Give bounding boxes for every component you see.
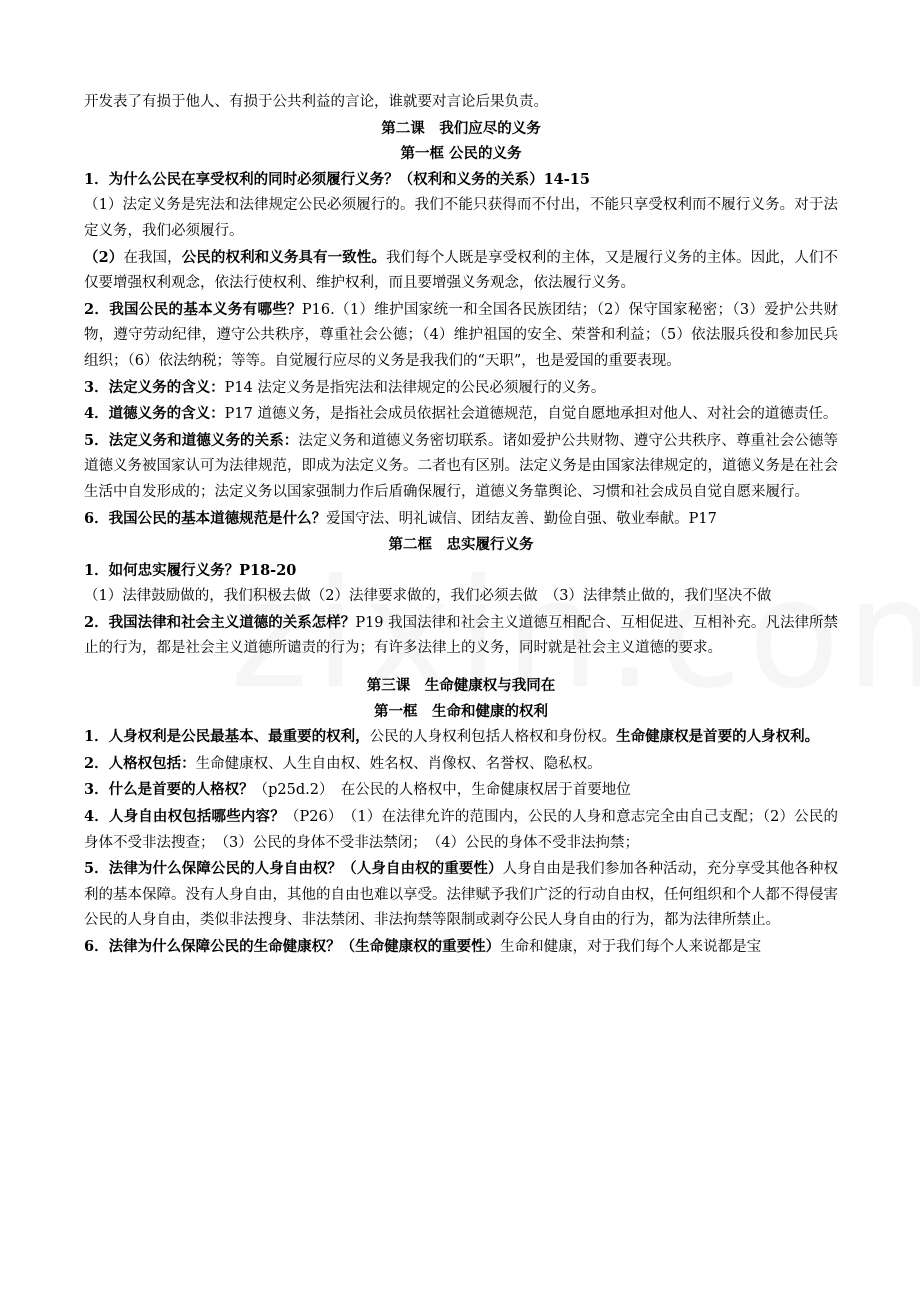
paragraph [84,90,838,116]
paragraph [84,804,838,856]
paragraph [84,193,838,244]
body-text: 我们每个人既是享受权利的主体，又是履行义务的主体。因此，人们不仅要增强权利观念，依法行使权利、维护权利，而且要增强义务观念，依法履行义务。 [84,249,839,292]
bold-text: 5．法律为什么保障公民的人身自由权？（人身自由权的重要性） [84,860,503,878]
paragraph [84,777,838,804]
body-text: 开发表了有损于他人、有损于公共利益的言论，谁就要对言论后果负责。 [84,94,548,110]
body-text: 法定义务和道德义务密切联系。诸如爱护公共财物、遵守公共秩序、尊重社会公德等道德义务被国家认可为法律规范，即成为法定义务。二者也有区别。法定义务是由国家法律规定的，道德义务是在社会生活中自发形成的；法定义务以国家强制力作后盾确保履行，道德义务靠舆论、习惯和社会成员自觉自愿来履行。 [84,432,838,500]
bold-text: 2．我国法律和社会主义道德的关系怎样？ [84,613,356,631]
paragraph [84,934,838,961]
bold-text: 6．法律为什么保障公民的生命健康权？（生命健康权的重要性） [84,938,501,955]
body-text: （p25d.2） 在公民的人格权中，生命健康权居于首要地位 [253,782,631,799]
bold-text: 4．人身自由权包括哪些内容？ [84,808,285,826]
body-text: 生命健康权、人生自由权、姓名权、肖像权、名誉权、隐私权。 [195,755,602,772]
bold-text: 1．如何忠实履行义务？P18-20 [84,561,297,579]
paragraph [84,375,838,402]
bold-text: 1．人身权利是公民最基本、最重要的权利， [84,728,370,746]
bold-text: 公民的权利和义务具有一致性。 [181,248,386,266]
body-text: P17 道德义务，是指社会成员依据社会道德规范，自觉自愿地承担对他人、对社会的道德责任。 [224,406,838,423]
body-text: 第一框 生命和健康的权利 [374,702,548,720]
bold-text: 2．我国公民的基本义务有哪些？ [84,300,302,318]
section-heading [84,532,838,558]
document-page [84,90,838,961]
bold-text: 4．道德义务的含义： [84,405,225,423]
paragraph [84,610,838,662]
paragraph [84,245,838,297]
bold-text: 5．法定义务和道德义务的关系： [84,431,299,449]
paragraph [84,558,838,585]
paragraph [84,428,838,506]
paragraph [84,856,838,934]
paragraph [84,751,838,778]
bold-text: （2） [84,248,124,266]
body-text: （1）法律鼓励做的，我们积极去做（2）法律要求做的，我们必须去做 （3）法律禁止做的，我们坚决不做 [84,588,772,605]
paragraph [84,506,838,533]
body-text: 公民的人身权利包括人格权和身份权。 [369,729,617,746]
bold-text: 3．什么是首要的人格权？ [84,781,254,799]
section-heading [84,673,838,699]
body-text: 第二课 我们应尽的义务 [381,119,541,137]
body-text: 第三课 生命健康权与我同在 [366,677,556,695]
paragraph [84,167,838,194]
section-heading [84,141,838,167]
body-text: 人身自由是我们参加各种活动，充分享受其他各种权利的基本保障。没有人身自由，其他的自由也难以享受。法律赋予我们广泛的行动自由权，任何组织和个人都不得侵害公民的人身自由，类似非法搜身、非法禁闭、非法拘禁等限制或剥夺公民人身自由的行为，都为法律所禁止。 [84,861,838,929]
body-text: （1）法定义务是宪法和法律规定公民必须履行的。我们不能只获得而不付出，不能只享受权利而不履行义务。对于法定义务，我们必须履行。 [84,197,838,239]
body-text: 在我国， [123,249,182,266]
body-text: （P26） （1）在法律允许的范围内，公民的人身和意志完全由自己支配；（2）公民的身体不受非法搜查； （3）公民的身体不受非法禁闭； （4）公民的身体不受非法拘禁； [84,809,839,851]
bold-text: 2．人格权包括： [84,754,196,772]
bold-text: 1．为什么公民在享受权利的同时必须履行义务？（权利和义务的关系）14-15 [84,170,590,188]
paragraph [84,724,838,751]
bold-text: 6．我国公民的基本道德规范是什么？ [84,509,327,527]
section-heading [84,116,838,142]
paragraph [84,401,838,428]
paragraph [84,297,838,375]
body-text: P14 法定义务是指宪法和法律规定的公民必须履行的义务。 [224,379,606,396]
body-text: 第一框 公民的义务 [400,145,522,163]
section-spacer [84,662,838,673]
bold-text: 生命健康权是首要的人身权利。 [616,728,820,746]
bold-text: 3．法定义务的含义： [84,378,225,396]
body-text: 第二框 忠实履行义务 [388,536,534,554]
paragraph [84,584,838,610]
section-heading [84,699,838,725]
body-text: P19 我国法律和社会主义道德互相配合、互相促进、互相补充。凡法律所禁止的行为，都是社会主义道德所谴责的行为；有许多法律上的义务，同时就是社会主义道德的要求。 [84,614,838,657]
body-text: P16.（1）维护国家统一和全国各民族团结；（2）保守国家秘密；（3）爱护公共财物，遵守劳动纪律，遵守公共秩序，尊重社会公德；（4）维护祖国的安全、荣誉和利益；（5）依法服兵役和参加民兵组织；（6）依法纳税；等等。自觉履行应尽的义务是我我们的“天职”，也是爱国的重要表现。 [84,301,838,369]
body-text: 生命和健康，对于我们每个人来说都是宝 [500,939,762,955]
body-text: 爱国守法、明礼诚信、团结友善、勤俭自强、敬业奉献。P17 [326,510,717,527]
